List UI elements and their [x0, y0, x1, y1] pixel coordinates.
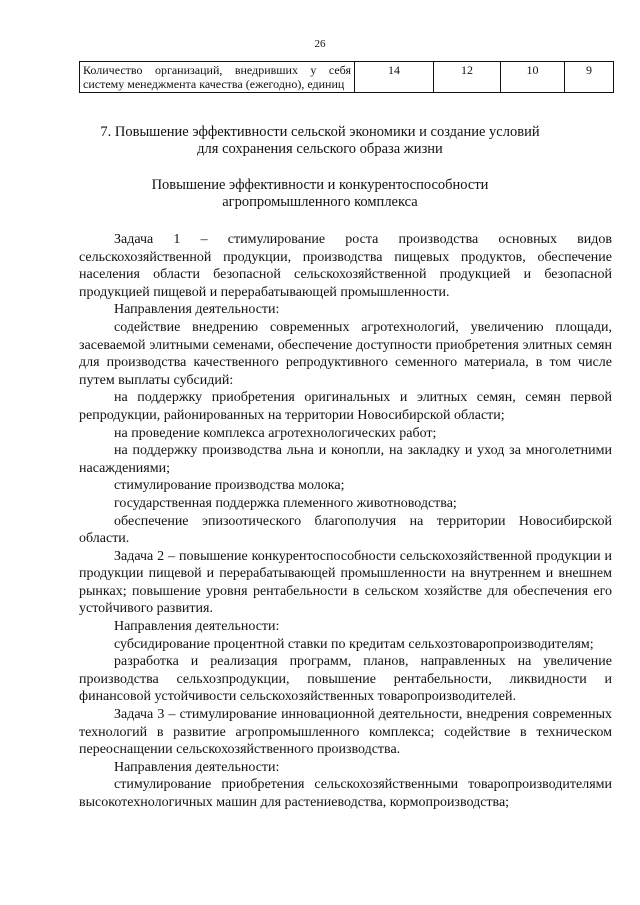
paragraph: содействие внедрению современных агротехнологий, увеличению площади, засеваемой элитными семенами, обеспечение доступности приобретения элитных семян для производства качественного репродуктивного семенного материала, в том числе путем выплаты субсидий:: [79, 319, 612, 388]
page-number: 26: [314, 38, 326, 50]
paragraph-directions-heading: Направления деятельности:: [114, 619, 280, 635]
paragraph: разработка и реализация программ, планов, направленных на увеличение производства сельхозпродукции, повышение рентабельности, ликвидности и финансовой устойчивости сельскохозяйственных товаропроизводителей.: [79, 654, 612, 705]
paragraph: на проведение комплекса агротехнологических работ;: [114, 425, 437, 441]
paragraph-task-1: Задача 1 – стимулирование роста производства основных видов сельскохозяйственной продукции, производства пищевых продуктов, обеспечение населения области безопасной сельскохозяйственной продукцией и безопасной продукцией пищевой и перерабатывающей промышленности.: [79, 232, 612, 300]
paragraph: субсидирование процентной ставки по кредитам сельхозтоваропроизводителям;: [114, 636, 594, 652]
paragraph: обеспечение эпизоотического благополучия на территории Новосибирской области.: [79, 513, 612, 547]
document-body: [79, 231, 612, 812]
indicator-table: [79, 61, 614, 93]
paragraph: государственная поддержка племенного животноводства;: [114, 495, 457, 511]
table-cell-value: 14: [355, 62, 434, 93]
paragraph: стимулирование приобретения сельскохозяйственными товаропроизводителями высокотехнологичных машин для растениеводства, кормопроизводства;: [79, 777, 612, 810]
section-subtitle-line2: агропромышленного комплекса: [222, 194, 418, 210]
paragraph-directions-heading: Направления деятельности:: [114, 759, 280, 775]
table-cell-label: Количество организаций, внедривших у себя систему менеджмента качества (ежегодно), единиц: [80, 62, 355, 93]
paragraph: стимулирование производства молока;: [114, 478, 345, 494]
section-subtitle-line1: Повышение эффективности и конкурентоспособности: [151, 177, 489, 193]
section-title-line1: 7. Повышение эффективности сельской экономики и создание условий: [100, 124, 540, 140]
section-title-line2: для сохранения сельского образа жизни: [197, 141, 443, 157]
table-cell-value: 12: [434, 62, 501, 93]
table-cell-value: 9: [565, 62, 614, 93]
paragraph: на поддержку приобретения оригинальных и элитных семян, семян первой репродукции, районированных на территории Новосибирской области;: [79, 390, 612, 423]
paragraph-directions-heading: Направления деятельности:: [114, 302, 280, 318]
table-row: [80, 62, 614, 93]
paragraph-task-3: Задача 3 – стимулирование инновационной деятельности, внедрения современных технологий в развитие агропромышленного комплекса; содействие в техническом переоснащении сельскохозяйственного производства.: [79, 707, 612, 758]
paragraph: на поддержку производства льна и конопли, на закладку и уход за многолетними насаждениями;: [79, 443, 612, 476]
table-cell-value: 10: [501, 62, 565, 93]
paragraph-task-2: Задача 2 – повышение конкурентоспособности сельскохозяйственной продукции и продукции пищевой и перерабатывающей промышленности на внутреннем и внешнем рынках; повышение уровня рентабельности в сельском хозяйстве для обеспечения его устойчивого развития.: [79, 548, 612, 617]
